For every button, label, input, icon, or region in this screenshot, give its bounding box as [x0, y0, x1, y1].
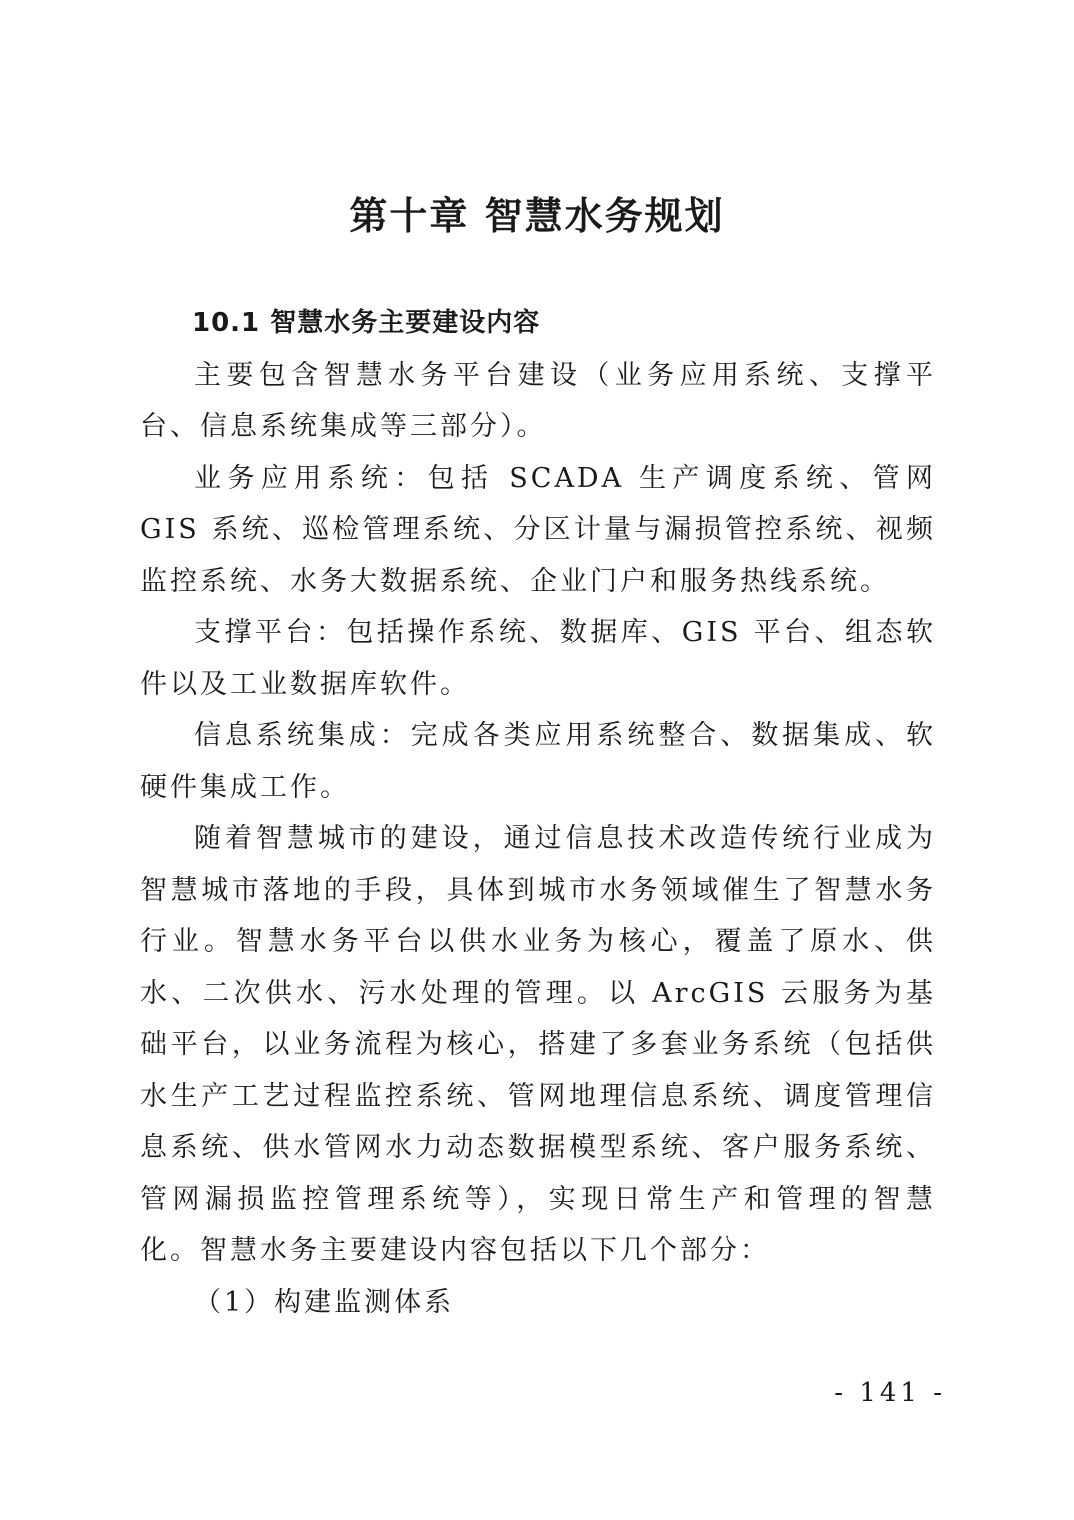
page-number: - 141 - [834, 1378, 946, 1408]
paragraph-support-platform: 支撑平台：包括操作系统、数据库、GIS 平台、组态软件以及工业数据库软件。 [140, 617, 936, 700]
sub-heading: （1）构建监测体系 [194, 1286, 455, 1318]
paragraph-business-systems: 业务应用系统：包括 SCADA 生产调度系统、管网 GIS 系统、巡检管理系统、分区计量与漏损管控系统、视频监控系统、水务大数据系统、企业门户和服务热线系统。 [140, 462, 936, 597]
chapter-title: 第十章 智慧水务规划 [349, 193, 725, 238]
section-heading: 10.1 智慧水务主要建设内容 [192, 308, 541, 338]
paragraph-system-integration: 信息系统集成：完成各类应用系统整合、数据集成、软硬件集成工作。 [140, 720, 936, 803]
paragraph-overview: 主要包含智慧水务平台建设（业务应用系统、支撑平台、信息系统集成等三部分）。 [140, 359, 936, 442]
document-body [140, 298, 936, 1328]
paragraph-smart-city: 随着智慧城市的建设，通过信息技术改造传统行业成为智慧城市落地的手段，具体到城市水务领域催生了智慧水务行业。智慧水务平台以供水业务为核心，覆盖了原水、供水、二次供水、污水处理的管理。以 ArcGIS 云服务为基础平台，以业务流程为核心，搭建了多套业务系统（包括供水生产工艺过程监控系统、管网地理信息系统、调度管理信息系统、供水管网水力动态数据模型系统、客户服务系统、管网漏损监控管理系统等），实现日常生产和管理的智慧化。智慧水务主要建设内容包括以下几个部分： [140, 823, 936, 1266]
